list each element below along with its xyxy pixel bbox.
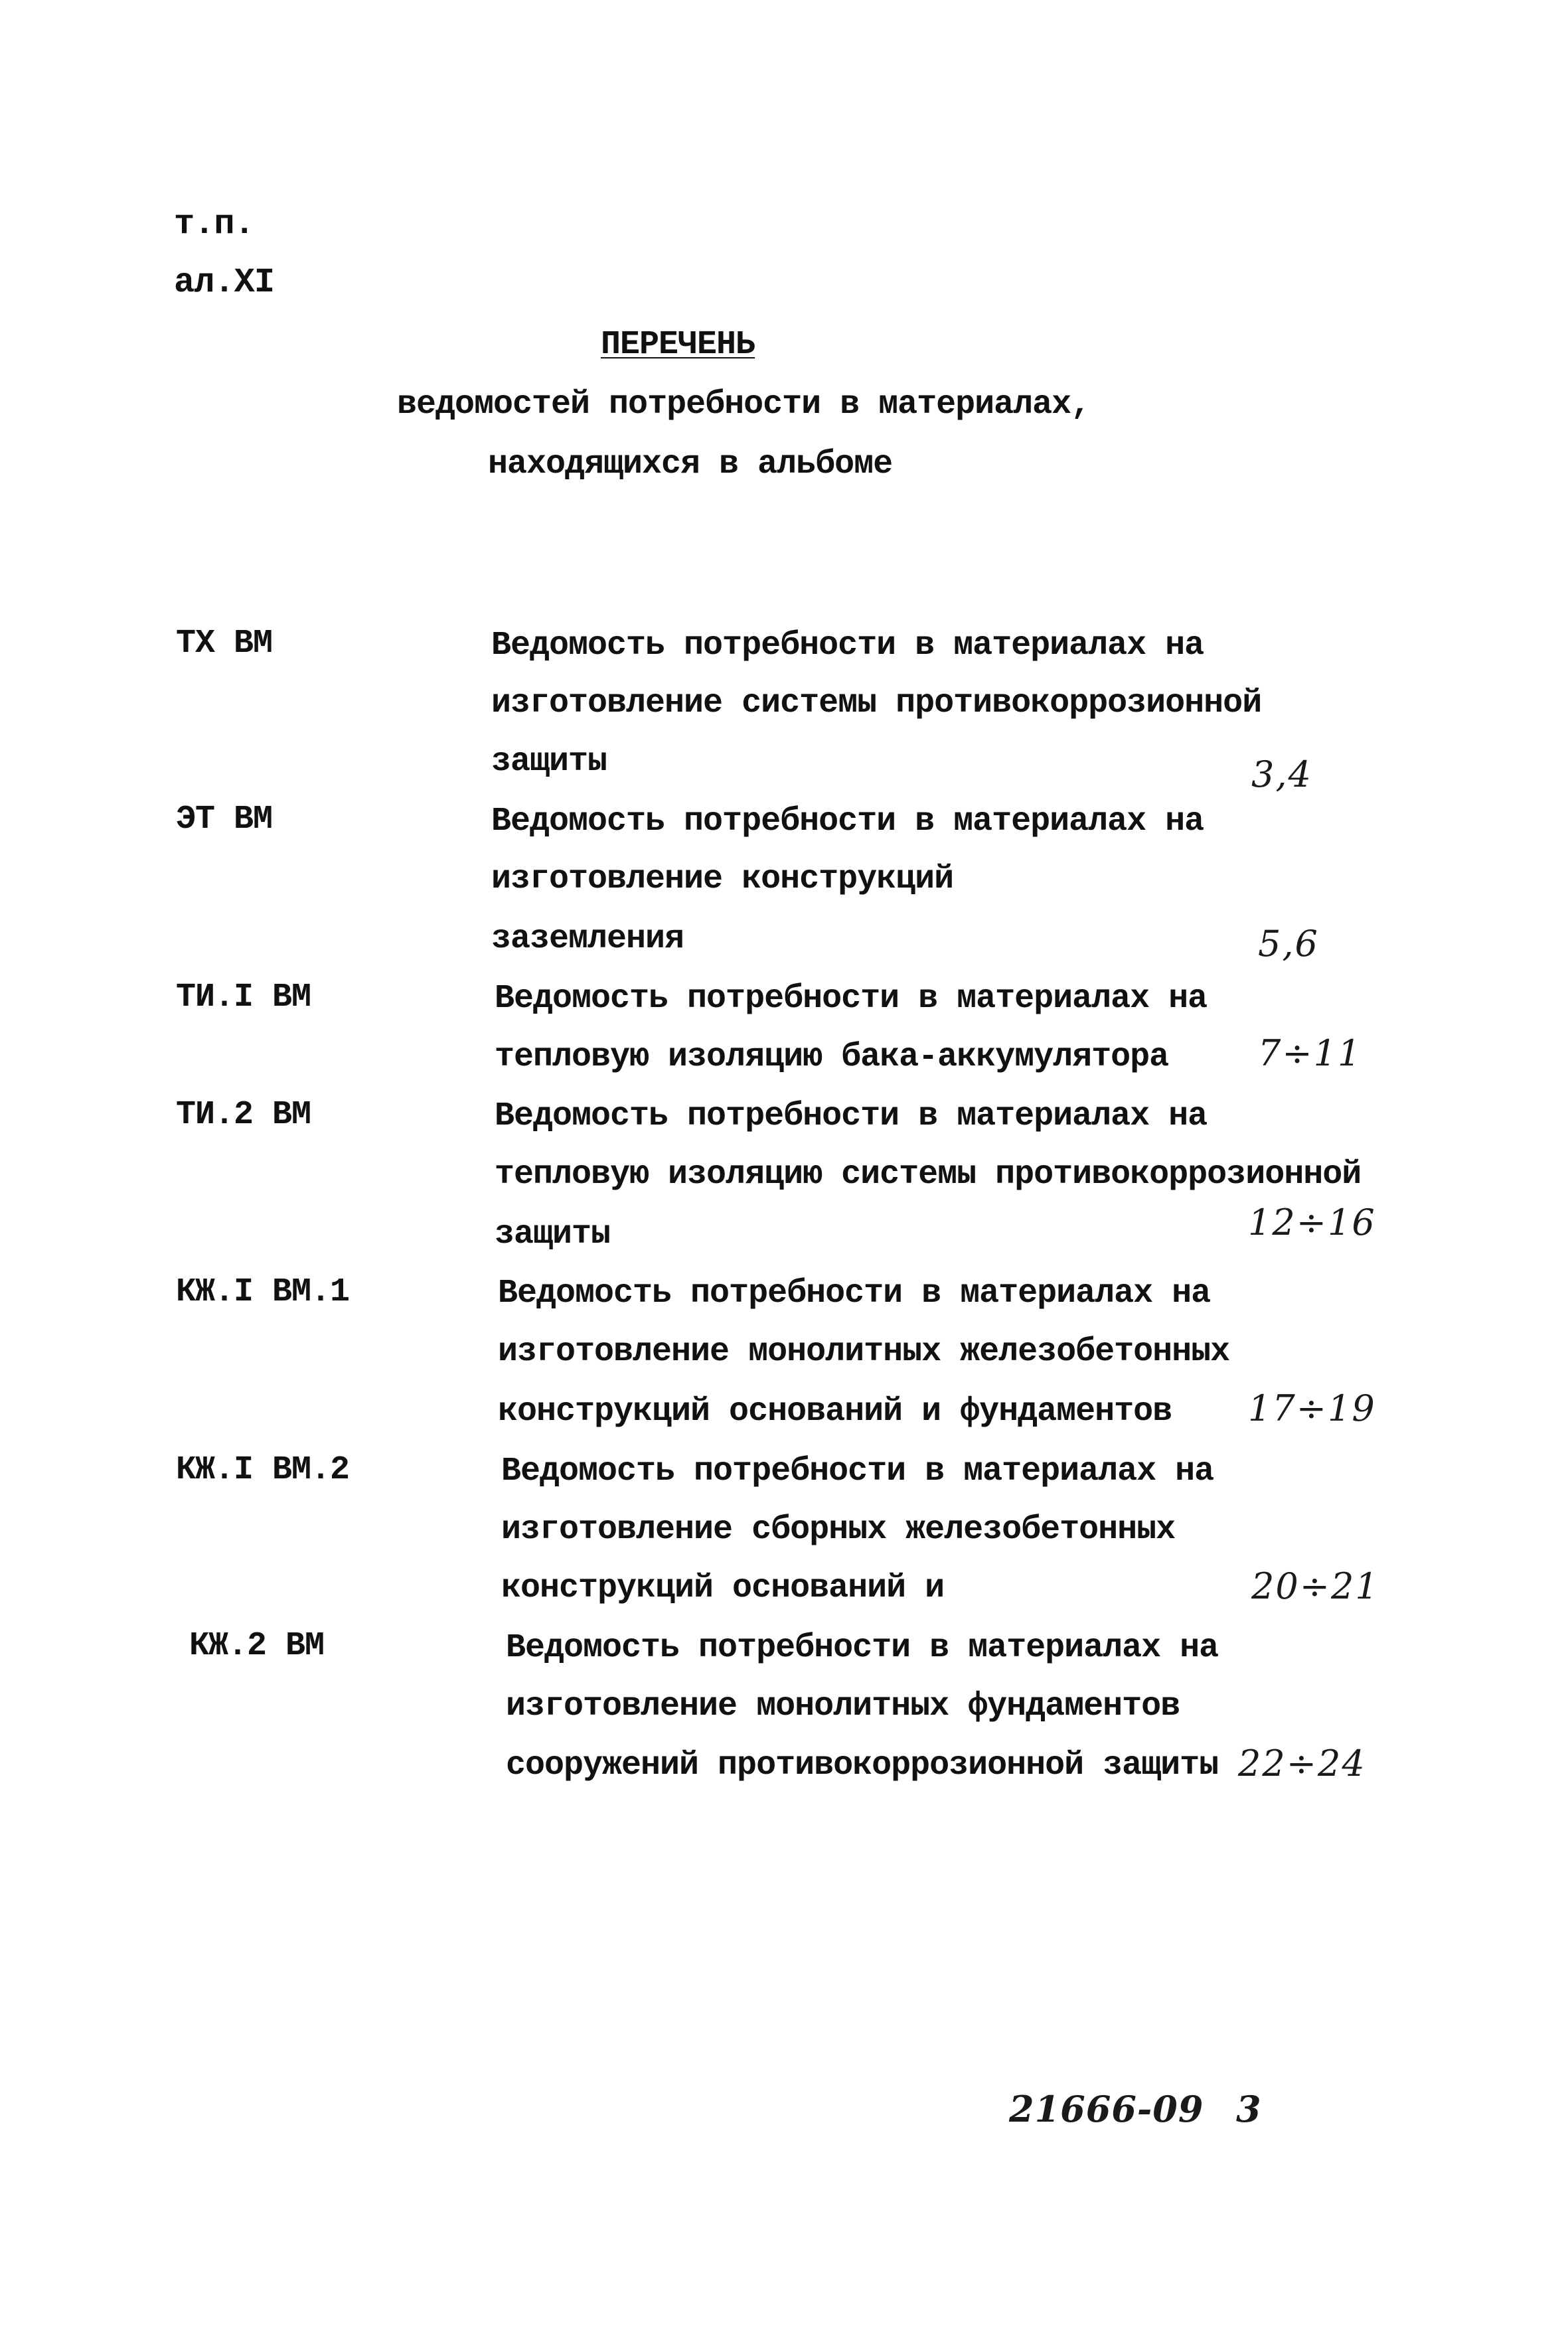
document-number: 21666-09 [1009, 2088, 1204, 2130]
entry-description-line: Ведомость потребности в материалах на [495, 1097, 1208, 1135]
entry-description-line: изготовление монолитных фундаментов [506, 1687, 1180, 1725]
page-subtitle-line2: находящихся в альбоме [488, 445, 893, 483]
entry-pages: 7÷11 [1258, 1032, 1362, 1074]
entry-code: ТИ.2 ВМ [176, 1096, 311, 1134]
entry-description-line: изготовление конструкций [491, 860, 954, 898]
entry-pages: 12÷16 [1248, 1202, 1376, 1243]
page-title: ПЕРЕЧЕНЬ [601, 326, 755, 364]
entry-pages: 20÷21 [1251, 1565, 1379, 1607]
entry-description-line: Ведомость потребности в материалах на [491, 627, 1204, 665]
entry-description-line: защиты [491, 743, 607, 781]
entry-description-line: конструкций оснований и [501, 1569, 945, 1607]
entry-description-line: Ведомость потребности в материалах на [495, 980, 1208, 1018]
entry-description-line: сооружений противокоррозионной защиты [506, 1747, 1219, 1784]
entry-code: КЖ.2 ВМ [189, 1627, 325, 1665]
entry-code: ТХ ВМ [176, 625, 273, 663]
entry-description-line: изготовление монолитных железобетонных [498, 1333, 1230, 1371]
entry-code: ТИ.I ВМ [176, 979, 311, 1016]
entry-pages: 5,6 [1258, 923, 1319, 965]
entry-description-line: тепловую изоляцию системы противокоррозионной [495, 1156, 1362, 1194]
entry-pages: 3,4 [1251, 753, 1312, 795]
entry-description-line: изготовление системы противокоррозионной [491, 684, 1262, 722]
entry-description-line: изготовление сборных железобетонных [501, 1511, 1176, 1549]
entry-description-line: Ведомость потребности в материалах на [498, 1275, 1211, 1312]
album-label: ал.XI [174, 263, 275, 302]
entry-description-line: тепловую изоляцию бака-аккумулятора [495, 1038, 1169, 1076]
entry-description-line: конструкций оснований и фундаментов [498, 1393, 1172, 1431]
page-number: 3 [1236, 2088, 1262, 2130]
entry-description-line: заземления [491, 920, 684, 958]
entry-description-line: защиты [495, 1215, 611, 1253]
entry-description-line: Ведомость потребности в материалах на [491, 803, 1204, 840]
entry-code: ЭТ ВМ [176, 801, 273, 838]
entry-code: КЖ.I ВМ.2 [176, 1451, 350, 1489]
page-subtitle-line1: ведомостей потребности в материалах, [397, 386, 1091, 424]
entry-code: КЖ.I ВМ.1 [176, 1273, 350, 1311]
entry-pages: 17÷19 [1248, 1387, 1376, 1429]
entry-description-line: Ведомость потребности в материалах на [506, 1629, 1219, 1667]
entry-description-line: Ведомость потребности в материалах на [501, 1452, 1214, 1490]
doc-type-label: т.п. [174, 204, 254, 244]
entry-pages: 22÷24 [1238, 1743, 1366, 1784]
